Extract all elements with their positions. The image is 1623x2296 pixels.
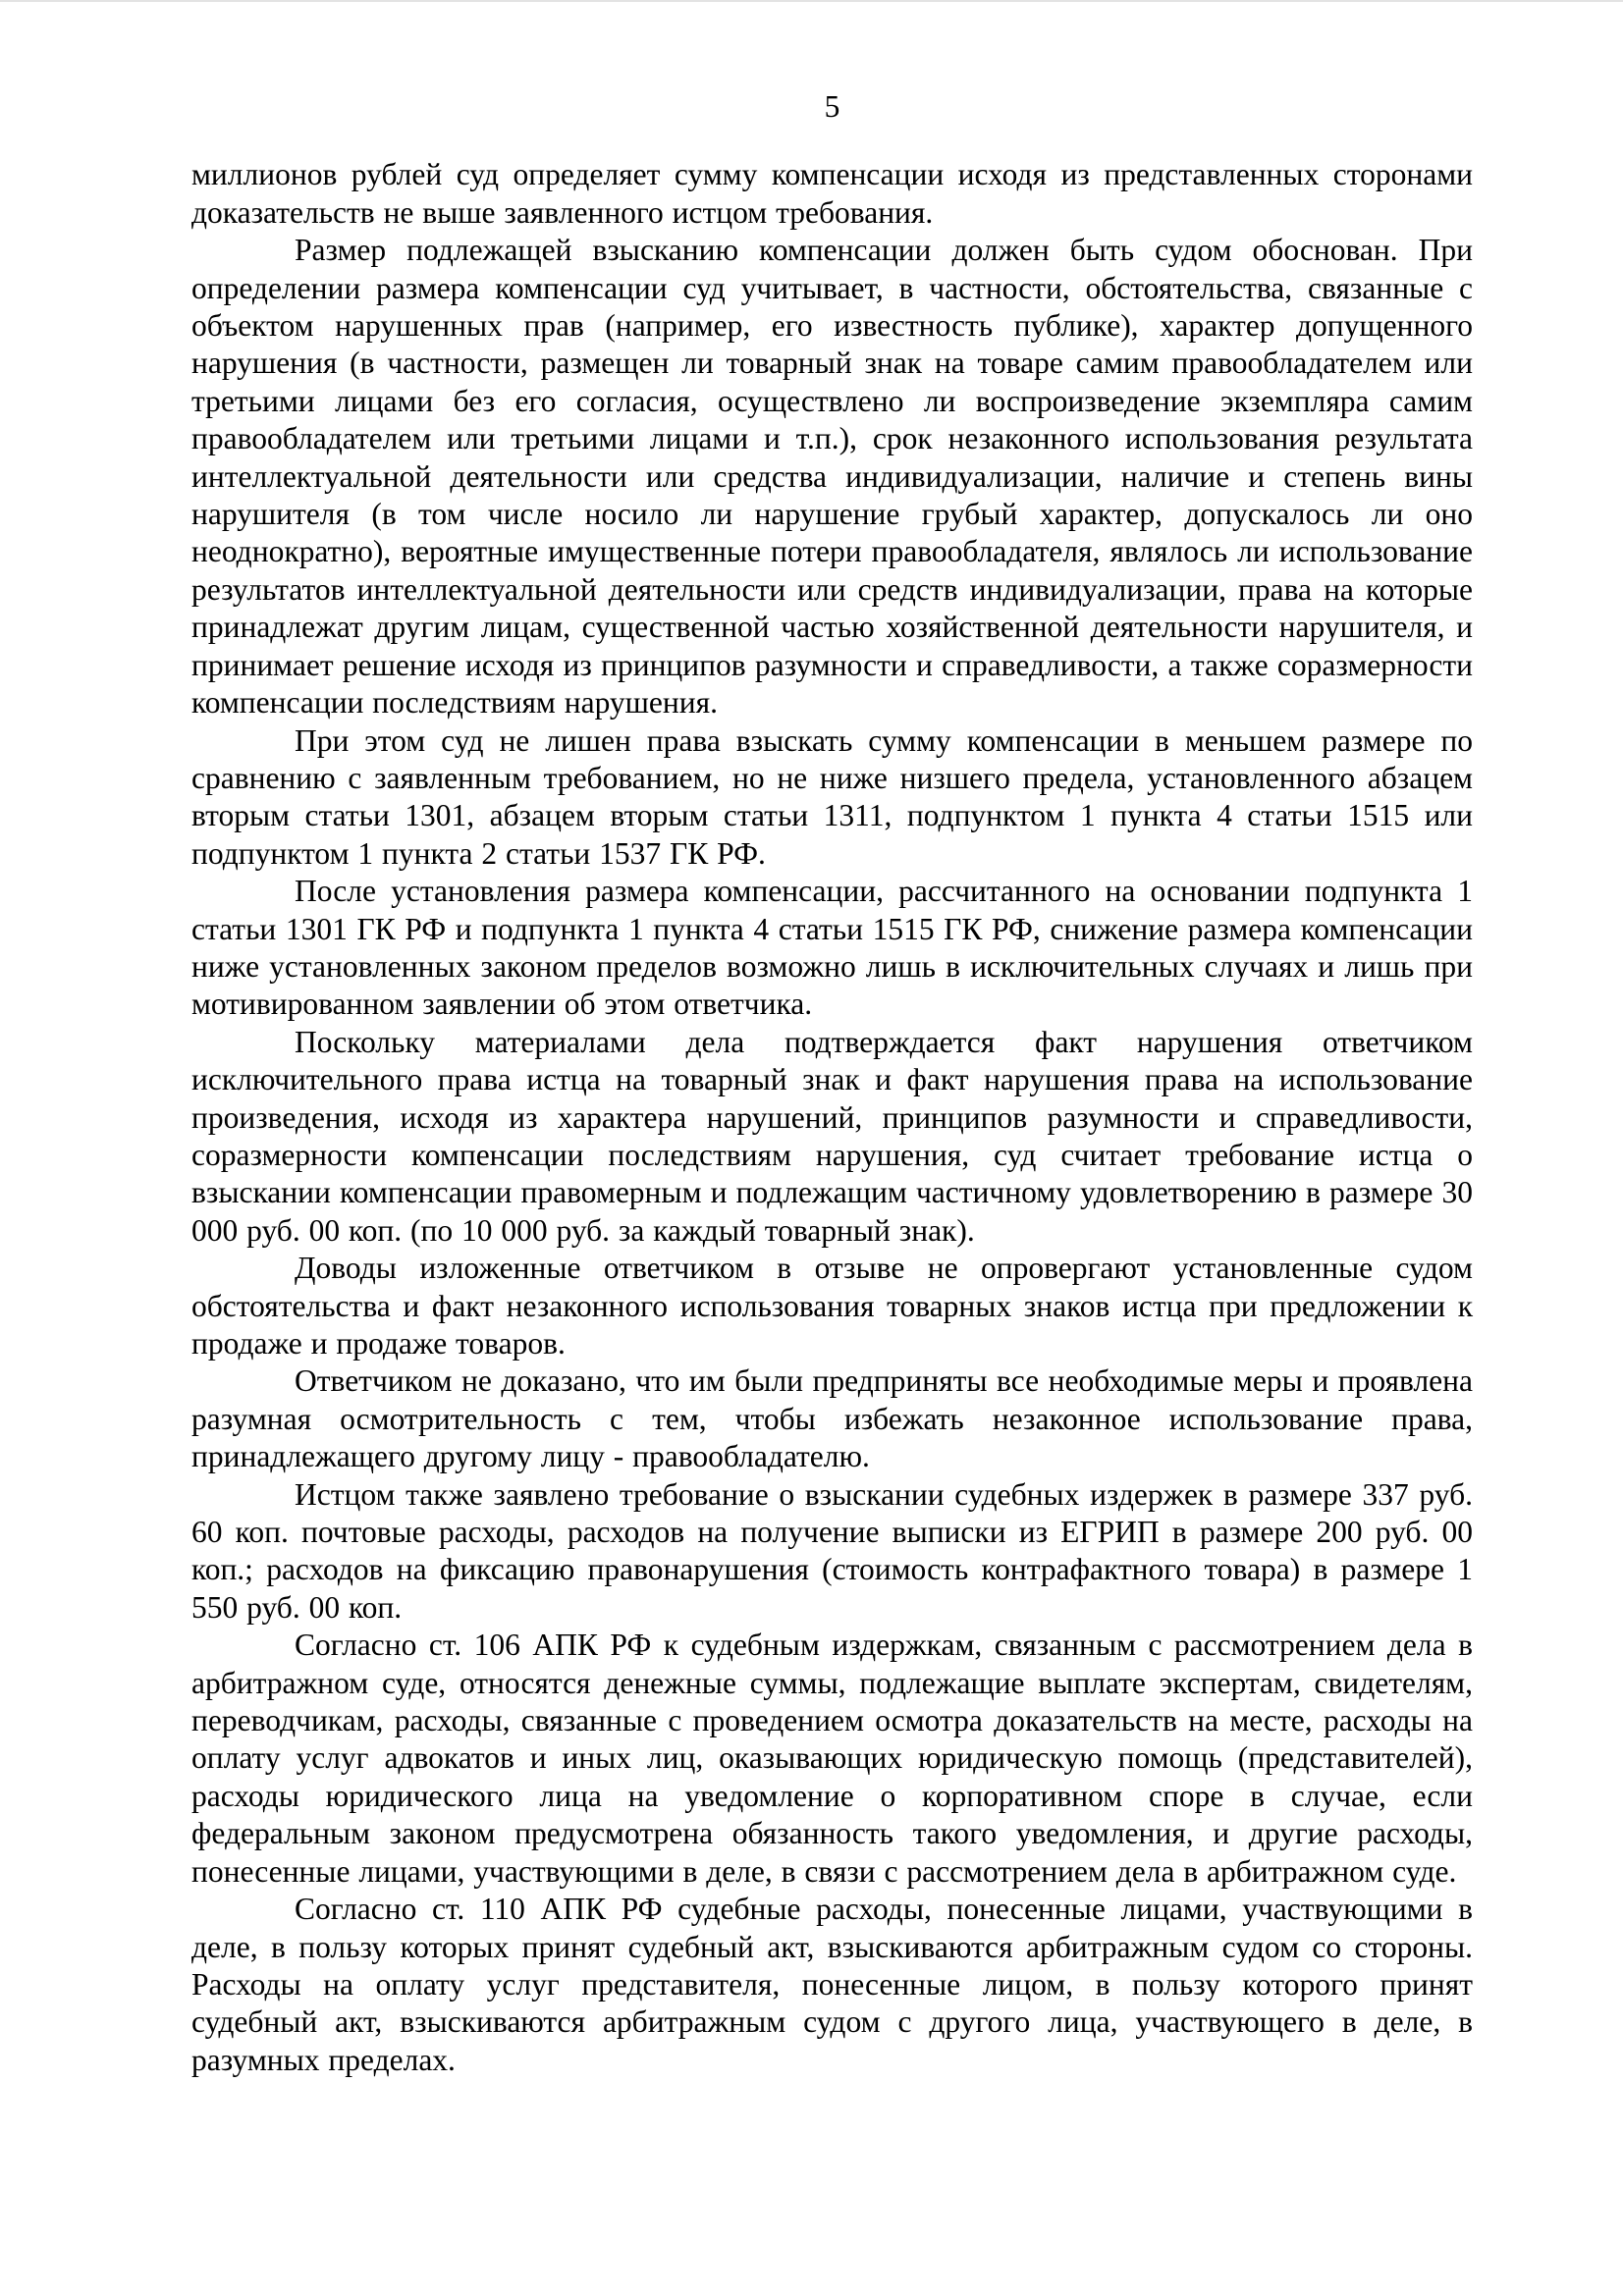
- paragraph: Поскольку материалами дела подтверждается факт нарушения ответчиком исключительного права истца на товарный знак и факт нарушения права на использование произведения, исходя из характера нарушений, принципов разумности и справедливости, соразмерности компенсации последствиям нарушения, суд считает требование истца о взыскании компенсации правомерным и подлежащим частичному удовлетворению в размере 30 000 руб. 00 коп. (по 10 000 руб. за каждый товарный знак).: [191, 1024, 1473, 1248]
- page-number: 5: [824, 89, 840, 124]
- paragraph: Доводы изложенные ответчиком в отзыве не опровергают установленные судом обстоятельства и факт незаконного использования товарных знаков истца при предложении к продаже и продаже товаров.: [191, 1251, 1473, 1361]
- document-body: [191, 156, 1473, 2079]
- paragraph: Ответчиком не доказано, что им были предприняты все необходимые меры и проявлена разумная осмотрительность с тем, чтобы избежать незаконное использование права, принадлежащего другому лицу - правообладателю.: [191, 1363, 1473, 1474]
- paragraph: Согласно ст. 106 АПК РФ к судебным издержкам, связанным с рассмотрением дела в арбитражном суде, относятся денежные суммы, подлежащие выплате экспертам, свидетелям, переводчикам, расходы, связанные с проведением осмотра доказательств на месте, расходы на оплату услуг адвокатов и иных лиц, оказывающих юридическую помощь (представителей), расходы юридического лица на уведомление о корпоративном споре в случае, если федеральным законом предусмотрена обязанность такого уведомления, и другие расходы, понесенные лицами, участвующими в деле, в связи с рассмотрением дела в арбитражном суде.: [191, 1628, 1473, 1889]
- paragraph: Размер подлежащей взысканию компенсации должен быть судом обоснован. При определении размера компенсации суд учитывает, в частности, обстоятельства, связанные с объектом нарушенных прав (например, его известность публике), характер допущенного нарушения (в частности, размещен ли товарный знак на товаре самим правообладателем или третьими лицами без его согласия, осуществлено ли воспроизведение экземпляра самим правообладателем или третьими лицами и т.п.), срок незаконного использования результата интеллектуальной деятельности или средства индивидуализации, наличие и степень вины нарушителя (в том числе носило ли нарушение грубый характер, допускалось ли оно неоднократно), вероятные имущественные потери правообладателя, являлось ли использование результатов интеллектуальной деятельности или средств индивидуализации, права на которые принадлежат другим лицам, существенной частью хозяйственной деятельности нарушителя, и принимает решение исходя из принципов разумности и справедливости, а также соразмерности компенсации последствиям нарушения.: [191, 233, 1473, 721]
- paragraph: При этом суд не лишен права взыскать сумму компенсации в меньшем размере по сравнению с заявленным требованием, но не ниже низшего предела, установленного абзацем вторым статьи 1301, абзацем вторым статьи 1311, подпунктом 1 пункта 4 статьи 1515 или подпунктом 1 пункта 2 статьи 1537 ГК РФ.: [191, 722, 1473, 871]
- paragraph: Согласно ст. 110 АПК РФ судебные расходы, понесенные лицами, участвующими в деле, в пользу которых принят судебный акт, взыскиваются арбитражным судом со стороны. Расходы на оплату услуг представителя, понесенные лицом, в пользу которого принят судебный акт, взыскиваются арбитражным судом с другого лица, участвующего в деле, в разумных пределах.: [191, 1892, 1473, 2077]
- paragraph: Истцом также заявлено требование о взыскании судебных издержек в размере 337 руб. 60 коп. почтовые расходы, расходов на получение выписки из ЕГРИП в размере 200 руб. 00 коп.; расходов на фиксацию правонарушения (стоимость контрафактного товара) в размере 1 550 руб. 00 коп.: [191, 1476, 1473, 1625]
- paragraph: После установления размера компенсации, рассчитанного на основании подпункта 1 статьи 1301 ГК РФ и подпункта 1 пункта 4 статьи 1515 ГК РФ, снижение размера компенсации ниже установленных законом пределов возможно лишь в исключительных случаях и лишь при мотивированном заявлении об этом ответчика.: [191, 874, 1473, 1022]
- paragraph: миллионов рублей суд определяет сумму компенсации исходя из представленных сторонами доказательств не выше заявленного истцом требования.: [191, 157, 1473, 230]
